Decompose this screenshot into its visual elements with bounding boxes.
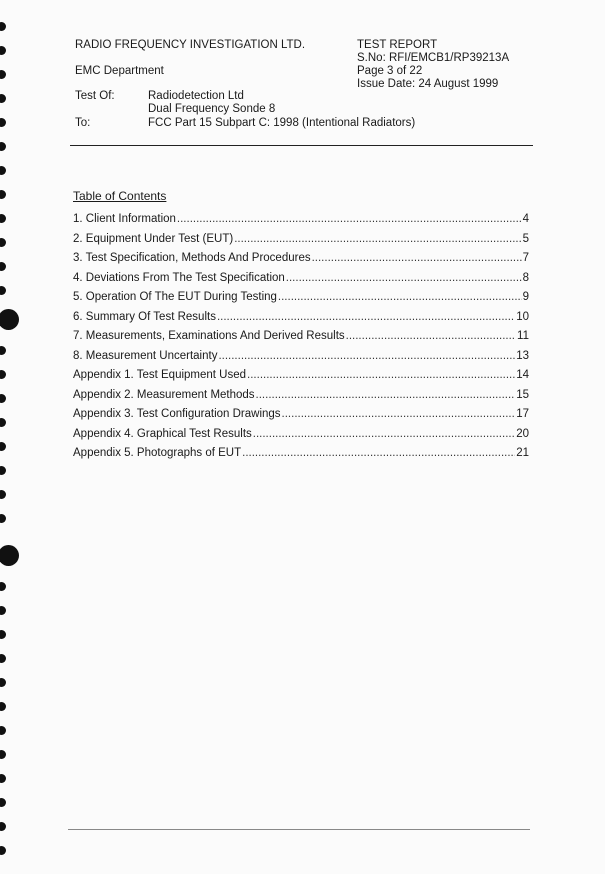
toc-leader-dots — [256, 389, 516, 401]
binder-hole — [0, 490, 6, 499]
toc-entry — [73, 291, 529, 311]
toc-entry-label: Appendix 1. Test Equipment Used — [73, 369, 247, 381]
toc-entry-page: 17 — [516, 408, 529, 420]
binder-hole-large — [0, 545, 19, 566]
toc-entry — [73, 272, 529, 292]
test-of-product: Dual Frequency Sonde 8 — [148, 103, 276, 115]
toc-entry — [73, 311, 529, 331]
toc-entry — [73, 408, 529, 428]
toc-entry-page: 15 — [516, 388, 529, 401]
toc-entry-page: 5 — [522, 232, 529, 245]
department-name: EMC Department — [75, 65, 164, 77]
toc-entry-page: 20 — [516, 427, 529, 440]
binder-hole — [0, 702, 6, 711]
toc-entry — [73, 330, 529, 350]
binder-hole — [0, 678, 6, 687]
toc-entry-label: Appendix 3. Test Configuration Drawings — [73, 408, 281, 420]
toc-entry-label: Appendix 4. Graphical Test Results — [73, 427, 252, 440]
company-name: RADIO FREQUENCY INVESTIGATION LTD. — [75, 39, 306, 51]
binder-hole — [0, 370, 6, 379]
toc-leader-dots — [234, 233, 521, 245]
binder-holes — [0, 0, 20, 874]
toc-entry-page: 21 — [516, 447, 529, 459]
binder-hole — [0, 846, 6, 855]
binder-hole — [0, 166, 6, 175]
binder-hole — [0, 262, 6, 271]
binder-hole — [0, 238, 6, 247]
toc-entry-label: 7. Measurements, Examinations And Derived Results — [73, 330, 345, 342]
binder-hole — [0, 418, 6, 427]
toc-entry-page: 10 — [516, 310, 529, 323]
page-number: Page 3 of 22 — [357, 65, 423, 77]
toc-entry-label: 4. Deviations From The Test Specification — [73, 271, 285, 284]
header-divider — [70, 145, 533, 146]
toc-entry-label: Appendix 5. Photographs of EUT — [73, 447, 242, 459]
binder-hole — [0, 346, 6, 355]
toc-title: Table of Contents — [73, 189, 167, 203]
toc-entry-page: 7 — [522, 252, 529, 264]
binder-hole — [0, 726, 6, 735]
toc-entry-page: 8 — [522, 271, 529, 284]
binder-hole — [0, 582, 6, 591]
binder-hole — [0, 822, 6, 831]
binder-hole-large — [0, 309, 19, 330]
toc-entry-label: 6. Summary Of Test Results — [73, 310, 216, 323]
binder-hole — [0, 466, 6, 475]
toc-entry — [73, 252, 529, 272]
footer-divider — [68, 829, 530, 830]
toc-leader-dots — [286, 272, 522, 284]
binder-hole — [0, 94, 6, 103]
test-of-client: Radiodetection Ltd — [148, 90, 244, 102]
binder-hole — [0, 750, 6, 759]
toc-entry-label: 5. Operation Of The EUT During Testing — [73, 291, 277, 303]
binder-hole — [0, 798, 6, 807]
toc-leader-dots — [242, 447, 515, 459]
binder-hole — [0, 606, 6, 615]
binder-hole — [0, 22, 6, 31]
toc-entry-page: 9 — [522, 291, 529, 303]
toc-leader-dots — [346, 330, 516, 342]
toc-leader-dots — [312, 252, 522, 264]
binder-hole — [0, 442, 6, 451]
report-type: TEST REPORT — [357, 39, 438, 51]
toc-entry-label: Appendix 2. Measurement Methods — [73, 388, 255, 401]
toc-entry-page: 14 — [516, 369, 529, 381]
toc-leader-dots — [253, 428, 515, 440]
toc-leader-dots — [218, 350, 515, 362]
test-of-label: Test Of: — [75, 90, 115, 102]
toc-entry-page: 11 — [517, 330, 529, 342]
binder-hole — [0, 214, 6, 223]
binder-hole — [0, 774, 6, 783]
toc-entry — [73, 389, 529, 409]
toc-entry-label: 2. Equipment Under Test (EUT) — [73, 232, 234, 245]
toc-entry-page: 13 — [516, 349, 529, 362]
binder-hole — [0, 394, 6, 403]
binder-hole — [0, 46, 6, 55]
binder-hole — [0, 514, 6, 523]
binder-hole — [0, 142, 6, 151]
issue-date: Issue Date: 24 August 1999 — [357, 78, 499, 90]
toc-entry-label: 1. Client Information — [73, 213, 176, 225]
toc-entry — [73, 350, 529, 370]
toc-entry — [73, 213, 529, 233]
toc-entry — [73, 369, 529, 389]
toc-leader-dots — [217, 311, 515, 323]
toc-leader-dots — [282, 408, 516, 420]
toc-leader-dots — [278, 291, 522, 303]
report-serial: S.No: RFI/EMCB1/RP39213A — [357, 52, 510, 64]
table-of-contents — [73, 213, 529, 467]
binder-hole — [0, 654, 6, 663]
binder-hole — [0, 286, 6, 295]
toc-entry — [73, 233, 529, 253]
to-label: To: — [75, 117, 91, 129]
binder-hole — [0, 70, 6, 79]
toc-entry-page: 4 — [522, 213, 529, 225]
toc-entry — [73, 428, 529, 448]
toc-leader-dots — [247, 369, 515, 381]
to-standard: FCC Part 15 Subpart C: 1998 (Intentional Radiators) — [148, 117, 416, 129]
toc-leader-dots — [177, 213, 522, 225]
binder-hole — [0, 630, 6, 639]
toc-entry — [73, 447, 529, 467]
toc-entry-label: 8. Measurement Uncertainty — [73, 349, 218, 362]
binder-hole — [0, 190, 6, 199]
toc-entry-label: 3. Test Specification, Methods And Procedures — [73, 252, 311, 264]
binder-hole — [0, 118, 6, 127]
